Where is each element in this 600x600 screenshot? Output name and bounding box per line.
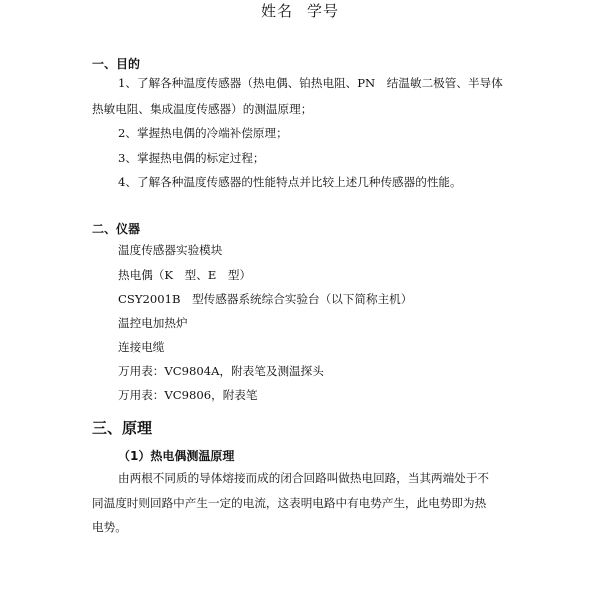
section-heading-principle: 三、原理 [92, 419, 153, 437]
page-header [0, 0, 600, 21]
principle-paragraph-line-2: 同温度时则回路中产生一定的电流，这表明电路中有电势产生，此电势即为热 [92, 496, 487, 510]
instrument-item-7: 万用表：VC9806，附表笔 [118, 388, 258, 402]
purpose-item-1-cont: 热敏电阻、集成温度传感器）的测温原理； [92, 102, 313, 116]
purpose-item-1: 1、了解各种温度传感器（热电偶、铂热电阻、PN 结温敏二极管、半导体 [118, 76, 503, 90]
purpose-item-3: 3、掌握热电偶的标定过程； [118, 151, 265, 165]
instrument-item-6: 万用表：VC9804A，附表笔及测温探头 [118, 364, 324, 378]
instrument-item-4: 温控电加热炉 [118, 316, 188, 330]
principle-paragraph-line-3: 电势。 [92, 520, 127, 534]
instrument-item-2: 热电偶（K 型、E 型） [118, 268, 252, 282]
student-id-label: 学号 [307, 2, 340, 20]
principle-paragraph-line-1: 由两根不同质的导体熔接而成的闭合回路叫做热电回路，当其两端处于不 [118, 471, 490, 485]
subheading-thermocouple: （1）热电偶测温原理 [118, 449, 235, 463]
instrument-item-3: CSY2001B 型传感器系统综合实验台（以下简称主机） [118, 292, 413, 306]
name-label: 姓名 [260, 2, 293, 20]
instrument-item-1: 温度传感器实验模块 [118, 243, 223, 257]
purpose-item-2: 2、掌握热电偶的冷端补偿原理； [118, 126, 288, 140]
purpose-item-4: 4、了解各种温度传感器的性能特点并比较上述几种传感器的性能。 [118, 175, 462, 189]
instrument-item-5: 连接电缆 [118, 340, 165, 354]
section-heading-instruments: 二、仪器 [92, 222, 141, 236]
section-heading-purpose: 一、目的 [92, 57, 141, 71]
